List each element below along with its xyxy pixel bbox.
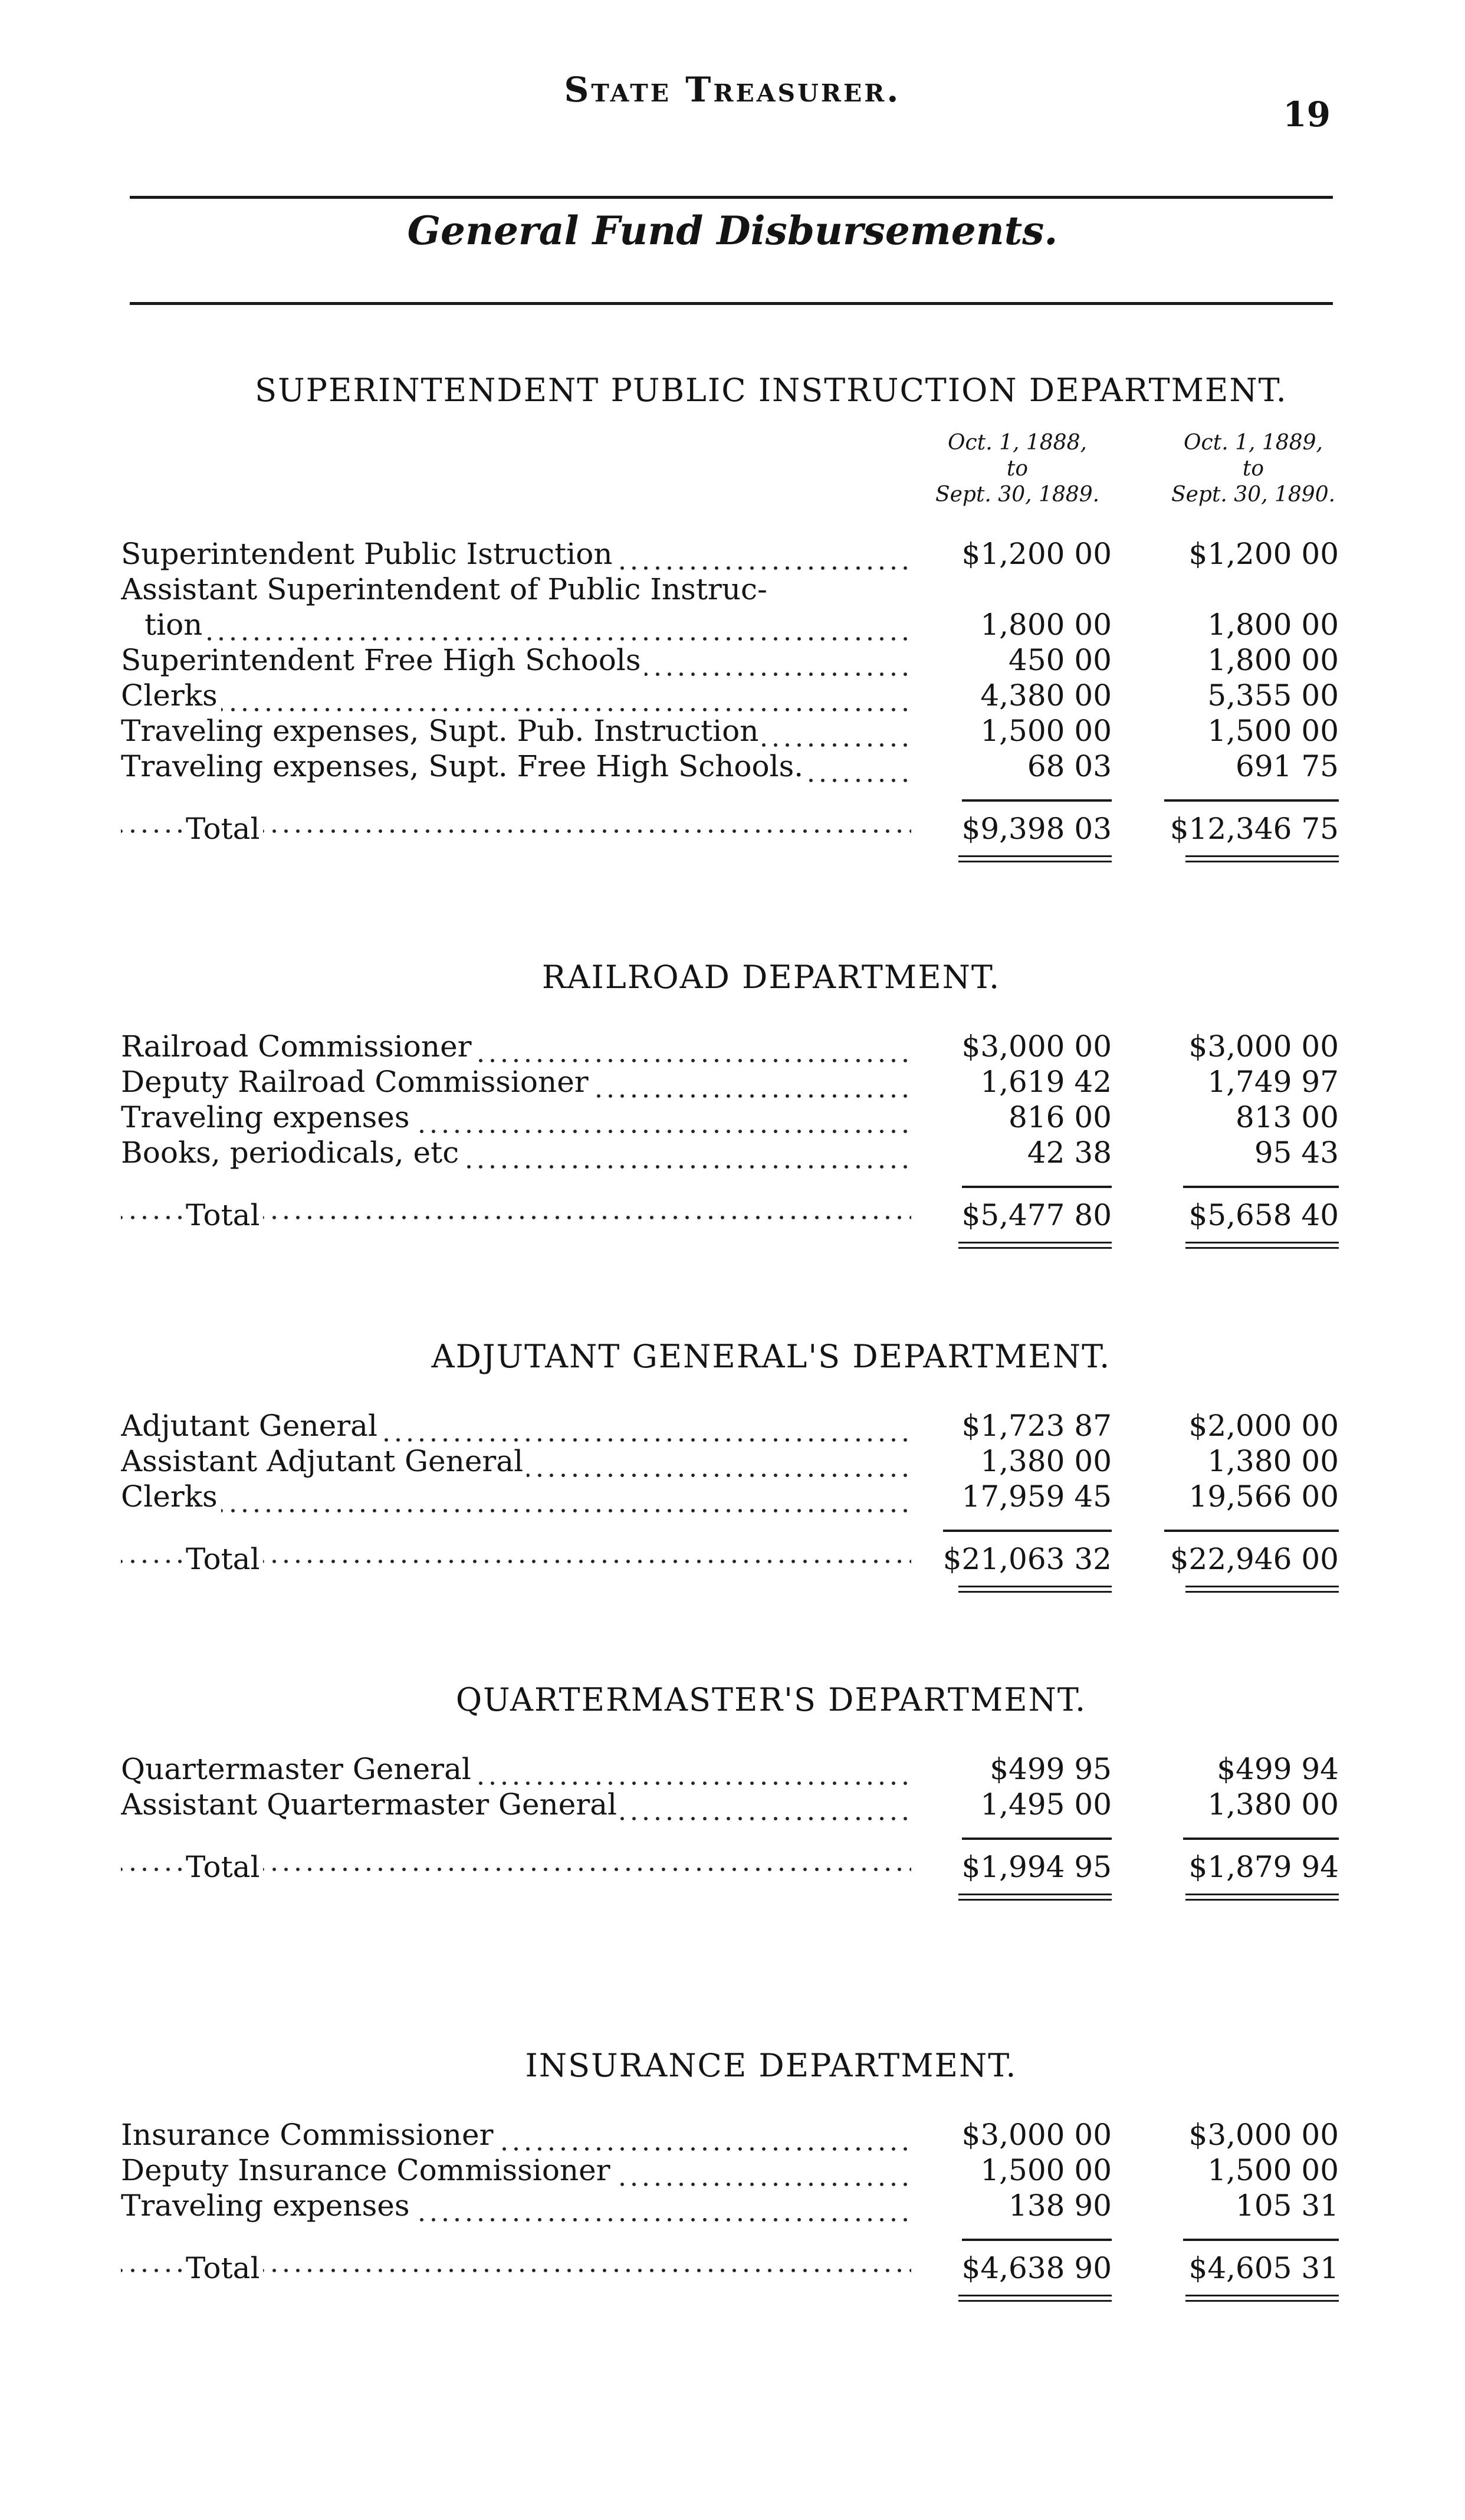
total-label: Total	[186, 1198, 263, 1232]
section-adjutant-general	[121, 1338, 1339, 1593]
table-row	[121, 1408, 1339, 1443]
amount-1889: $1,723 87	[961, 1409, 1112, 1443]
amount-1889: $3,000 00	[961, 1029, 1112, 1064]
total-label: Total	[186, 812, 263, 846]
total-1890: $4,605 31	[1183, 2239, 1339, 2286]
amount-1890: 1,380 00	[1207, 1444, 1339, 1478]
double-rule	[958, 855, 1112, 862]
section-quartermaster	[121, 1681, 1339, 1901]
item-label: Assistant Adjutant General	[121, 1444, 527, 1478]
amount-1889: 1,619 42	[980, 1065, 1112, 1099]
double-rule	[1185, 1894, 1339, 1901]
total-1889: $9,398 03	[962, 799, 1112, 846]
total-label: Total	[186, 2251, 263, 2285]
column-header-1888-1889	[911, 430, 1124, 508]
table-row	[121, 1029, 1339, 1064]
table-row	[121, 642, 1339, 678]
table-row	[121, 536, 1339, 572]
table-row	[121, 2117, 1339, 2152]
total-1890: $1,879 94	[1183, 1838, 1339, 1885]
amount-1890: 1,500 00	[1207, 2153, 1339, 2187]
total-row	[121, 1170, 1339, 1233]
top-rule	[130, 196, 1333, 199]
section-title: RAILROAD DEPARTMENT.	[541, 959, 1001, 996]
item-label: Quartermaster General	[121, 1752, 475, 1786]
amount-1890	[1135, 572, 1339, 607]
column-header-to: to	[1242, 457, 1264, 481]
total-row	[121, 2223, 1339, 2286]
total-row	[121, 784, 1339, 846]
item-label: Assistant Superintendent of Public Instruc-	[121, 572, 771, 606]
amount-1889: $3,000 00	[961, 2118, 1112, 2152]
item-label: Superintendent Public Istruction	[121, 537, 616, 571]
amount-1890: $1,200 00	[1188, 537, 1339, 571]
double-rule	[958, 2295, 1112, 2302]
disbursement-table	[121, 1751, 1339, 1901]
amount-1890: 1,749 97	[1207, 1065, 1339, 1099]
item-label: Traveling expenses	[121, 1100, 413, 1134]
column-header-to: to	[1006, 457, 1029, 481]
section-title: SUPERINTENDENT PUBLIC INSTRUCTION DEPARTMENT.	[255, 372, 1287, 409]
double-rule	[1185, 2295, 1339, 2302]
double-rule-row	[121, 1233, 1339, 1249]
amount-1889: 1,500 00	[980, 2153, 1112, 2187]
total-1889: $21,063 32	[943, 1530, 1112, 1577]
amount-1889: 450 00	[1009, 643, 1112, 677]
item-label: Traveling expenses	[121, 2188, 413, 2223]
section-title: INSURANCE DEPARTMENT.	[525, 2047, 1017, 2084]
item-label: Assistant Quartermaster General	[121, 1787, 620, 1822]
amount-1890: 105 31	[1236, 2188, 1339, 2223]
item-label: Deputy Insurance Commissioner	[121, 2153, 614, 2187]
double-rule-row	[121, 2286, 1339, 2302]
total-1890: $5,658 40	[1183, 1186, 1339, 1233]
table-row	[121, 2188, 1339, 2223]
double-rule-row	[121, 1885, 1339, 1901]
double-rule	[958, 1242, 1112, 1249]
amount-1889: $1,200 00	[961, 537, 1112, 571]
table-row	[121, 572, 1339, 607]
total-row	[121, 1822, 1339, 1885]
column-header-from: Oct. 1, 1889,	[1184, 431, 1323, 455]
double-rule-row	[121, 846, 1339, 862]
table-row	[121, 1787, 1339, 1822]
column-header-until: Sept. 30, 1889.	[935, 483, 1100, 507]
total-label: Total	[186, 1850, 263, 1884]
amount-1890: 1,800 00	[1207, 608, 1339, 642]
amount-1889: 1,800 00	[980, 608, 1112, 642]
amount-1889: 68 03	[1027, 749, 1112, 783]
table-row	[121, 713, 1339, 749]
disbursement-table	[121, 1408, 1339, 1593]
table-row	[121, 607, 1339, 642]
item-label: Books, periodicals, etc	[121, 1136, 462, 1170]
disbursement-table	[121, 2117, 1339, 2302]
double-rule	[1185, 1242, 1339, 1249]
amount-1889: 4,380 00	[980, 678, 1112, 713]
section-superintendent-public-instruction	[121, 372, 1339, 862]
amount-1889: 138 90	[1009, 2188, 1112, 2223]
double-rule-row	[121, 1577, 1339, 1593]
disbursement-table	[121, 1029, 1339, 1249]
section-insurance	[121, 2047, 1339, 2302]
item-label: Clerks	[121, 1479, 221, 1514]
section-title: ADJUTANT GENERAL'S DEPARTMENT.	[431, 1338, 1111, 1375]
amount-1890: 1,500 00	[1207, 714, 1339, 748]
double-rule	[958, 1894, 1112, 1901]
amount-1889: 42 38	[1027, 1136, 1112, 1170]
item-label: Railroad Commissioner	[121, 1029, 475, 1064]
table-row	[121, 1064, 1339, 1100]
amount-1889: 1,380 00	[980, 1444, 1112, 1478]
table-row	[121, 678, 1339, 713]
amount-1890: 95 43	[1254, 1136, 1339, 1170]
table-row	[121, 749, 1339, 784]
amount-1890: 5,355 00	[1207, 678, 1339, 713]
table-row	[121, 2152, 1339, 2188]
double-rule	[1185, 1586, 1339, 1593]
amount-1890: $3,000 00	[1188, 2118, 1339, 2152]
item-label: Traveling expenses, Supt. Free High Schools.	[121, 749, 807, 783]
section-title: QUARTERMASTER'S DEPARTMENT.	[455, 1681, 1087, 1718]
amount-1889: 1,500 00	[980, 714, 1112, 748]
total-label: Total	[186, 1542, 263, 1576]
amount-1890: 1,800 00	[1207, 643, 1339, 677]
total-1890: $12,346 75	[1164, 799, 1339, 846]
table-row	[121, 1443, 1339, 1479]
amount-1889: 816 00	[1009, 1100, 1112, 1134]
item-label: tion	[121, 608, 206, 642]
amount-1889: 1,495 00	[980, 1787, 1112, 1822]
total-1889: $1,994 95	[962, 1838, 1112, 1885]
disbursement-table	[121, 536, 1339, 862]
amount-1890: $499 94	[1217, 1752, 1339, 1786]
page-number: 19	[1283, 94, 1331, 134]
amount-1890: 813 00	[1236, 1100, 1339, 1134]
title-rule	[130, 302, 1333, 305]
item-label: Superintendent Free High Schools	[121, 643, 645, 677]
item-label: Adjutant General	[121, 1409, 381, 1443]
total-1889: $4,638 90	[962, 2239, 1112, 2286]
column-header-1889-1890	[1147, 430, 1359, 508]
table-row	[121, 1479, 1339, 1514]
table-row	[121, 1135, 1339, 1170]
item-label: Deputy Railroad Commissioner	[121, 1065, 592, 1099]
column-header-until: Sept. 30, 1890.	[1171, 483, 1336, 507]
column-headers	[121, 430, 1339, 530]
column-header-from: Oct. 1, 1888,	[948, 431, 1087, 455]
amount-1889: 17,959 45	[961, 1479, 1112, 1514]
table-row	[121, 1751, 1339, 1787]
amount-1890: 19,566 00	[1188, 1479, 1339, 1514]
amount-1890: 691 75	[1236, 749, 1339, 783]
amount-1889	[911, 572, 1135, 607]
total-1890: $22,946 00	[1164, 1530, 1339, 1577]
item-label: Clerks	[121, 678, 221, 713]
page-title: General Fund Disbursements.	[407, 208, 1058, 254]
table-row	[121, 1100, 1339, 1135]
double-rule	[958, 1586, 1112, 1593]
total-1889: $5,477 80	[962, 1186, 1112, 1233]
amount-1890: 1,380 00	[1207, 1787, 1339, 1822]
running-head: State Treasurer.	[564, 70, 901, 110]
item-label: Insurance Commissioner	[121, 2118, 497, 2152]
section-railroad	[121, 959, 1339, 1249]
total-row	[121, 1514, 1339, 1577]
double-rule	[1185, 855, 1339, 862]
item-label: Traveling expenses, Supt. Pub. Instruction	[121, 714, 762, 748]
amount-1889: $499 95	[990, 1752, 1112, 1786]
amount-1890: $2,000 00	[1188, 1409, 1339, 1443]
amount-1890: $3,000 00	[1188, 1029, 1339, 1064]
